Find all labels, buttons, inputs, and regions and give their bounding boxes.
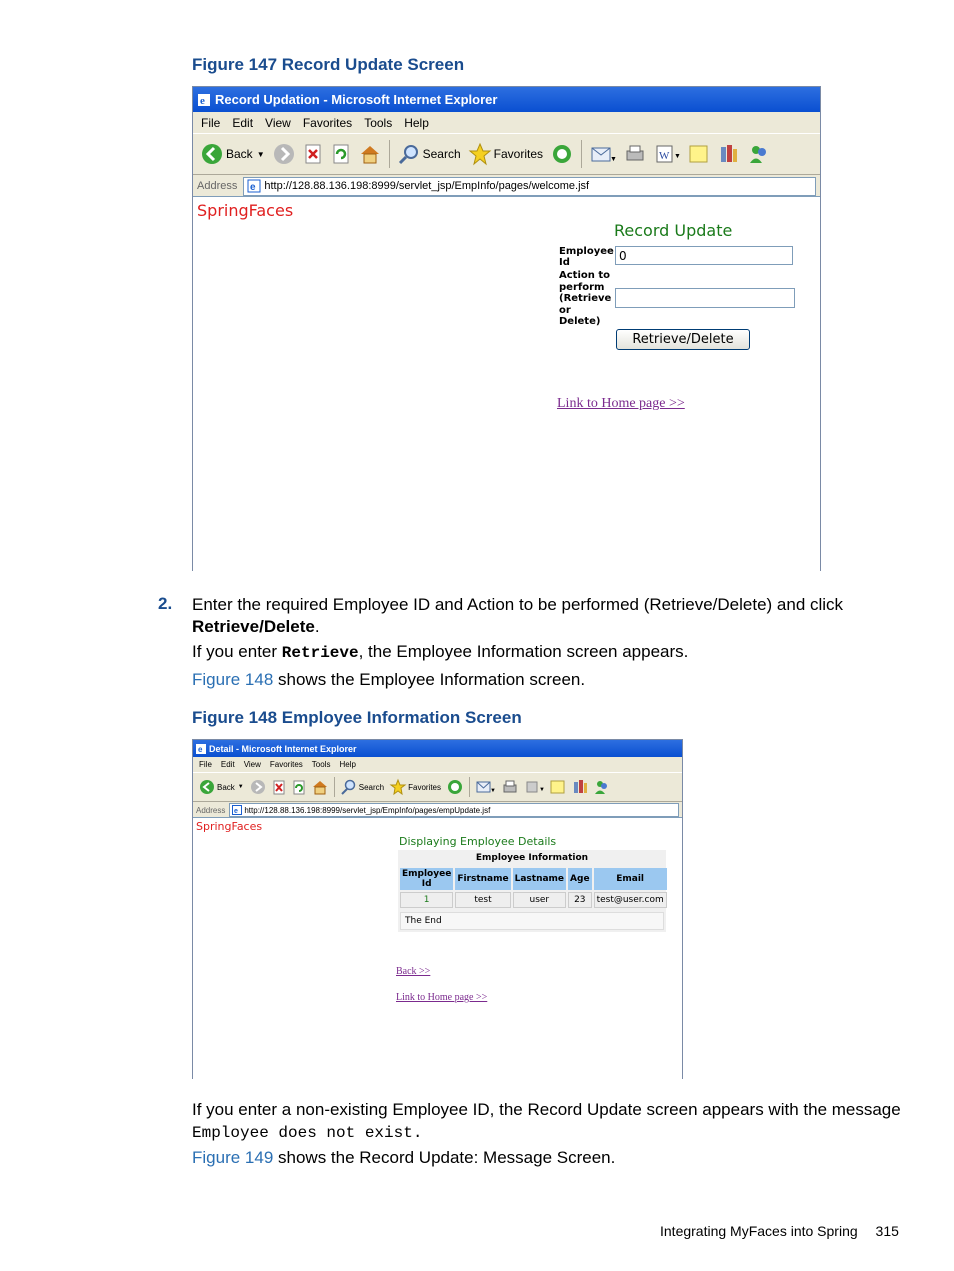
- retrieve-delete-button[interactable]: Retrieve/Delete: [616, 329, 750, 350]
- table-footer: The End: [400, 912, 664, 930]
- menu-bar: [193, 112, 820, 133]
- forward-arrow-icon[interactable]: [250, 779, 266, 795]
- table-row: [400, 892, 667, 908]
- back-dropdown-icon[interactable]: ▼: [256, 149, 265, 159]
- history-icon[interactable]: [447, 779, 463, 795]
- home-icon[interactable]: [359, 143, 381, 165]
- menu-favorites[interactable]: Favorites: [269, 760, 303, 769]
- ie-icon: [197, 93, 211, 107]
- stop-icon[interactable]: [303, 144, 323, 164]
- search-label: Search: [358, 782, 385, 792]
- toolbar-separator: [469, 777, 470, 797]
- edit-page-icon[interactable]: [524, 779, 544, 795]
- svg-text:▼: ▼: [674, 153, 681, 160]
- page-icon: [247, 179, 261, 193]
- page-content: [193, 196, 820, 571]
- menu-edit[interactable]: Edit: [232, 115, 254, 130]
- employee-details-heading: Displaying Employee Details: [399, 835, 557, 848]
- step-period: .: [314, 617, 320, 636]
- back-arrow-icon: [201, 143, 223, 165]
- refresh-icon[interactable]: [292, 780, 306, 795]
- figure-148-caption: Figure 148 Employee Information Screen: [192, 708, 522, 727]
- back-label: Back: [226, 147, 253, 161]
- page-footer: [660, 1223, 899, 1239]
- figure-148-ref-text: shows the Employee Information screen.: [273, 670, 586, 689]
- search-icon: [398, 143, 420, 165]
- table-header-row: [400, 868, 667, 890]
- menu-bar: [193, 757, 682, 772]
- employee-table: [398, 866, 669, 910]
- svg-text:W: W: [659, 150, 670, 162]
- cell-email: test@user.com: [594, 892, 667, 908]
- address-url: http://128.88.136.198:8999/servlet_jsp/EmpInfo/pages/empUpdate.jsf: [244, 805, 491, 815]
- note-icon[interactable]: [688, 143, 710, 165]
- back-link[interactable]: Back >>: [396, 966, 431, 977]
- home-icon[interactable]: [312, 779, 328, 795]
- menu-help[interactable]: Help: [404, 115, 429, 130]
- print-icon[interactable]: [624, 143, 646, 165]
- window-title: Record Updation - Microsoft Internet Explorer: [215, 92, 498, 107]
- home-page-link[interactable]: Link to Home page >>: [557, 396, 685, 411]
- footer-chapter: Integrating MyFaces into Spring: [660, 1223, 858, 1239]
- back-dropdown-icon[interactable]: ▼: [237, 784, 244, 790]
- step-number: 2.: [158, 594, 173, 613]
- menu-file[interactable]: File: [199, 760, 212, 769]
- note-icon[interactable]: [550, 779, 566, 795]
- svg-text:e: e: [234, 808, 239, 815]
- messenger-icon[interactable]: [594, 779, 610, 795]
- retrieve-post: , the Employee Information screen appears.: [358, 642, 689, 661]
- svg-text:▼: ▼: [490, 788, 496, 794]
- non-existing-paragraph: [192, 1099, 902, 1144]
- address-input[interactable]: [229, 803, 679, 817]
- star-icon: [469, 143, 491, 165]
- step-paragraph: [192, 594, 892, 638]
- back-arrow-icon: [199, 779, 215, 795]
- employee-info-panel: [398, 850, 666, 932]
- star-icon: [390, 779, 406, 795]
- cell-firstname: test: [455, 892, 510, 908]
- action-label: Action to perform (Retrieve or Delete): [559, 270, 612, 327]
- error-message-code: Employee does not exist.: [192, 1124, 423, 1142]
- employee-id-input[interactable]: 0: [615, 246, 793, 265]
- forward-arrow-icon[interactable]: [273, 143, 295, 165]
- favorites-button[interactable]: [469, 143, 543, 165]
- col-lastname: Lastname: [513, 868, 566, 890]
- mail-icon[interactable]: [590, 143, 616, 165]
- search-button[interactable]: [398, 143, 461, 165]
- favorites-label: Favorites: [493, 147, 543, 161]
- menu-edit[interactable]: Edit: [220, 760, 235, 769]
- retrieve-paragraph: [192, 642, 688, 662]
- window-title-bar: [193, 740, 682, 757]
- menu-tools[interactable]: Tools: [311, 760, 331, 769]
- toolbar: [193, 133, 820, 175]
- svg-text:▼: ▼: [539, 787, 545, 793]
- page-icon: [232, 805, 242, 815]
- svg-text:e: e: [250, 182, 256, 193]
- non-existing-text: If you enter a non-existing Employee ID, the Record Update screen appears with the message: [192, 1100, 901, 1119]
- ie-window-detail: [192, 739, 683, 1079]
- col-email: Email: [594, 868, 667, 890]
- brand-title: SpringFaces: [196, 820, 263, 833]
- step-bold-action: Retrieve/Delete: [192, 617, 315, 636]
- menu-view[interactable]: View: [265, 115, 291, 130]
- col-employee-id: Employee Id: [402, 869, 452, 889]
- svg-text:e: e: [200, 94, 205, 107]
- figure-149-ref-text: shows the Record Update: Message Screen.: [273, 1148, 616, 1167]
- action-input[interactable]: [615, 288, 795, 308]
- svg-text:e: e: [198, 744, 203, 754]
- brand-title: SpringFaces: [197, 201, 294, 220]
- menu-file[interactable]: File: [201, 115, 221, 130]
- employee-id-label: Employee Id: [559, 246, 614, 268]
- toolbar: [193, 772, 682, 802]
- retrieve-pre: If you enter: [192, 642, 282, 661]
- ie-icon: [196, 744, 206, 754]
- research-icon[interactable]: [572, 779, 588, 795]
- window-title-bar: [193, 87, 820, 112]
- address-label: Address: [197, 180, 238, 192]
- menu-help[interactable]: Help: [339, 760, 356, 769]
- refresh-icon[interactable]: [331, 144, 351, 164]
- home-page-link[interactable]: Link to Home page >>: [396, 992, 488, 1003]
- page-number: 315: [875, 1223, 899, 1239]
- cell-age: 23: [568, 892, 592, 908]
- figure-149-ref-paragraph: [192, 1148, 615, 1168]
- search-icon: [341, 779, 357, 795]
- window-title: Detail - Microsoft Internet Explorer: [209, 743, 357, 754]
- retrieve-code: Retrieve: [281, 644, 359, 662]
- stop-icon[interactable]: [272, 780, 286, 795]
- cell-employee-id: 1: [400, 892, 453, 908]
- page-content: [193, 817, 682, 1079]
- col-firstname: Firstname: [455, 868, 510, 890]
- record-update-heading: Record Update: [614, 221, 733, 240]
- address-label: Address: [196, 805, 226, 815]
- favorites-label: Favorites: [408, 782, 442, 792]
- col-age: Age: [568, 868, 592, 890]
- toolbar-separator: [389, 140, 390, 168]
- step-text: Enter the required Employee ID and Action to be performed (Retrieve/Delete) and click: [192, 595, 844, 614]
- messenger-icon[interactable]: [748, 143, 770, 165]
- address-bar: [193, 175, 820, 198]
- toolbar-separator: [581, 140, 582, 168]
- history-icon[interactable]: [551, 143, 573, 165]
- back-label: Back: [217, 782, 235, 792]
- back-button[interactable]: [201, 143, 265, 165]
- menu-tools[interactable]: Tools: [364, 115, 393, 130]
- search-button[interactable]: [341, 779, 384, 795]
- cell-lastname: user: [513, 892, 566, 908]
- figure-149-link[interactable]: Figure 149: [192, 1148, 274, 1167]
- figure-148-link[interactable]: Figure 148: [192, 670, 274, 689]
- address-input[interactable]: [243, 177, 816, 196]
- back-button[interactable]: [199, 779, 244, 795]
- search-label: Search: [422, 147, 461, 161]
- address-url: http://128.88.136.198:8999/servlet_jsp/EmpInfo/pages/welcome.jsf: [264, 180, 590, 192]
- print-icon[interactable]: [502, 779, 518, 795]
- favorites-button[interactable]: [390, 779, 441, 795]
- svg-text:▼: ▼: [610, 156, 617, 163]
- menu-view[interactable]: View: [243, 760, 261, 769]
- mail-icon[interactable]: [476, 779, 496, 795]
- toolbar-separator: [334, 777, 335, 797]
- figure-148-ref-paragraph: [192, 670, 585, 690]
- figure-147-caption: Figure 147 Record Update Screen: [192, 55, 465, 74]
- menu-favorites[interactable]: Favorites: [302, 115, 353, 130]
- ie-window-record-update: [192, 86, 821, 571]
- research-icon[interactable]: [718, 143, 740, 165]
- employee-info-title: Employee Information: [475, 853, 589, 863]
- word-icon[interactable]: [654, 143, 680, 165]
